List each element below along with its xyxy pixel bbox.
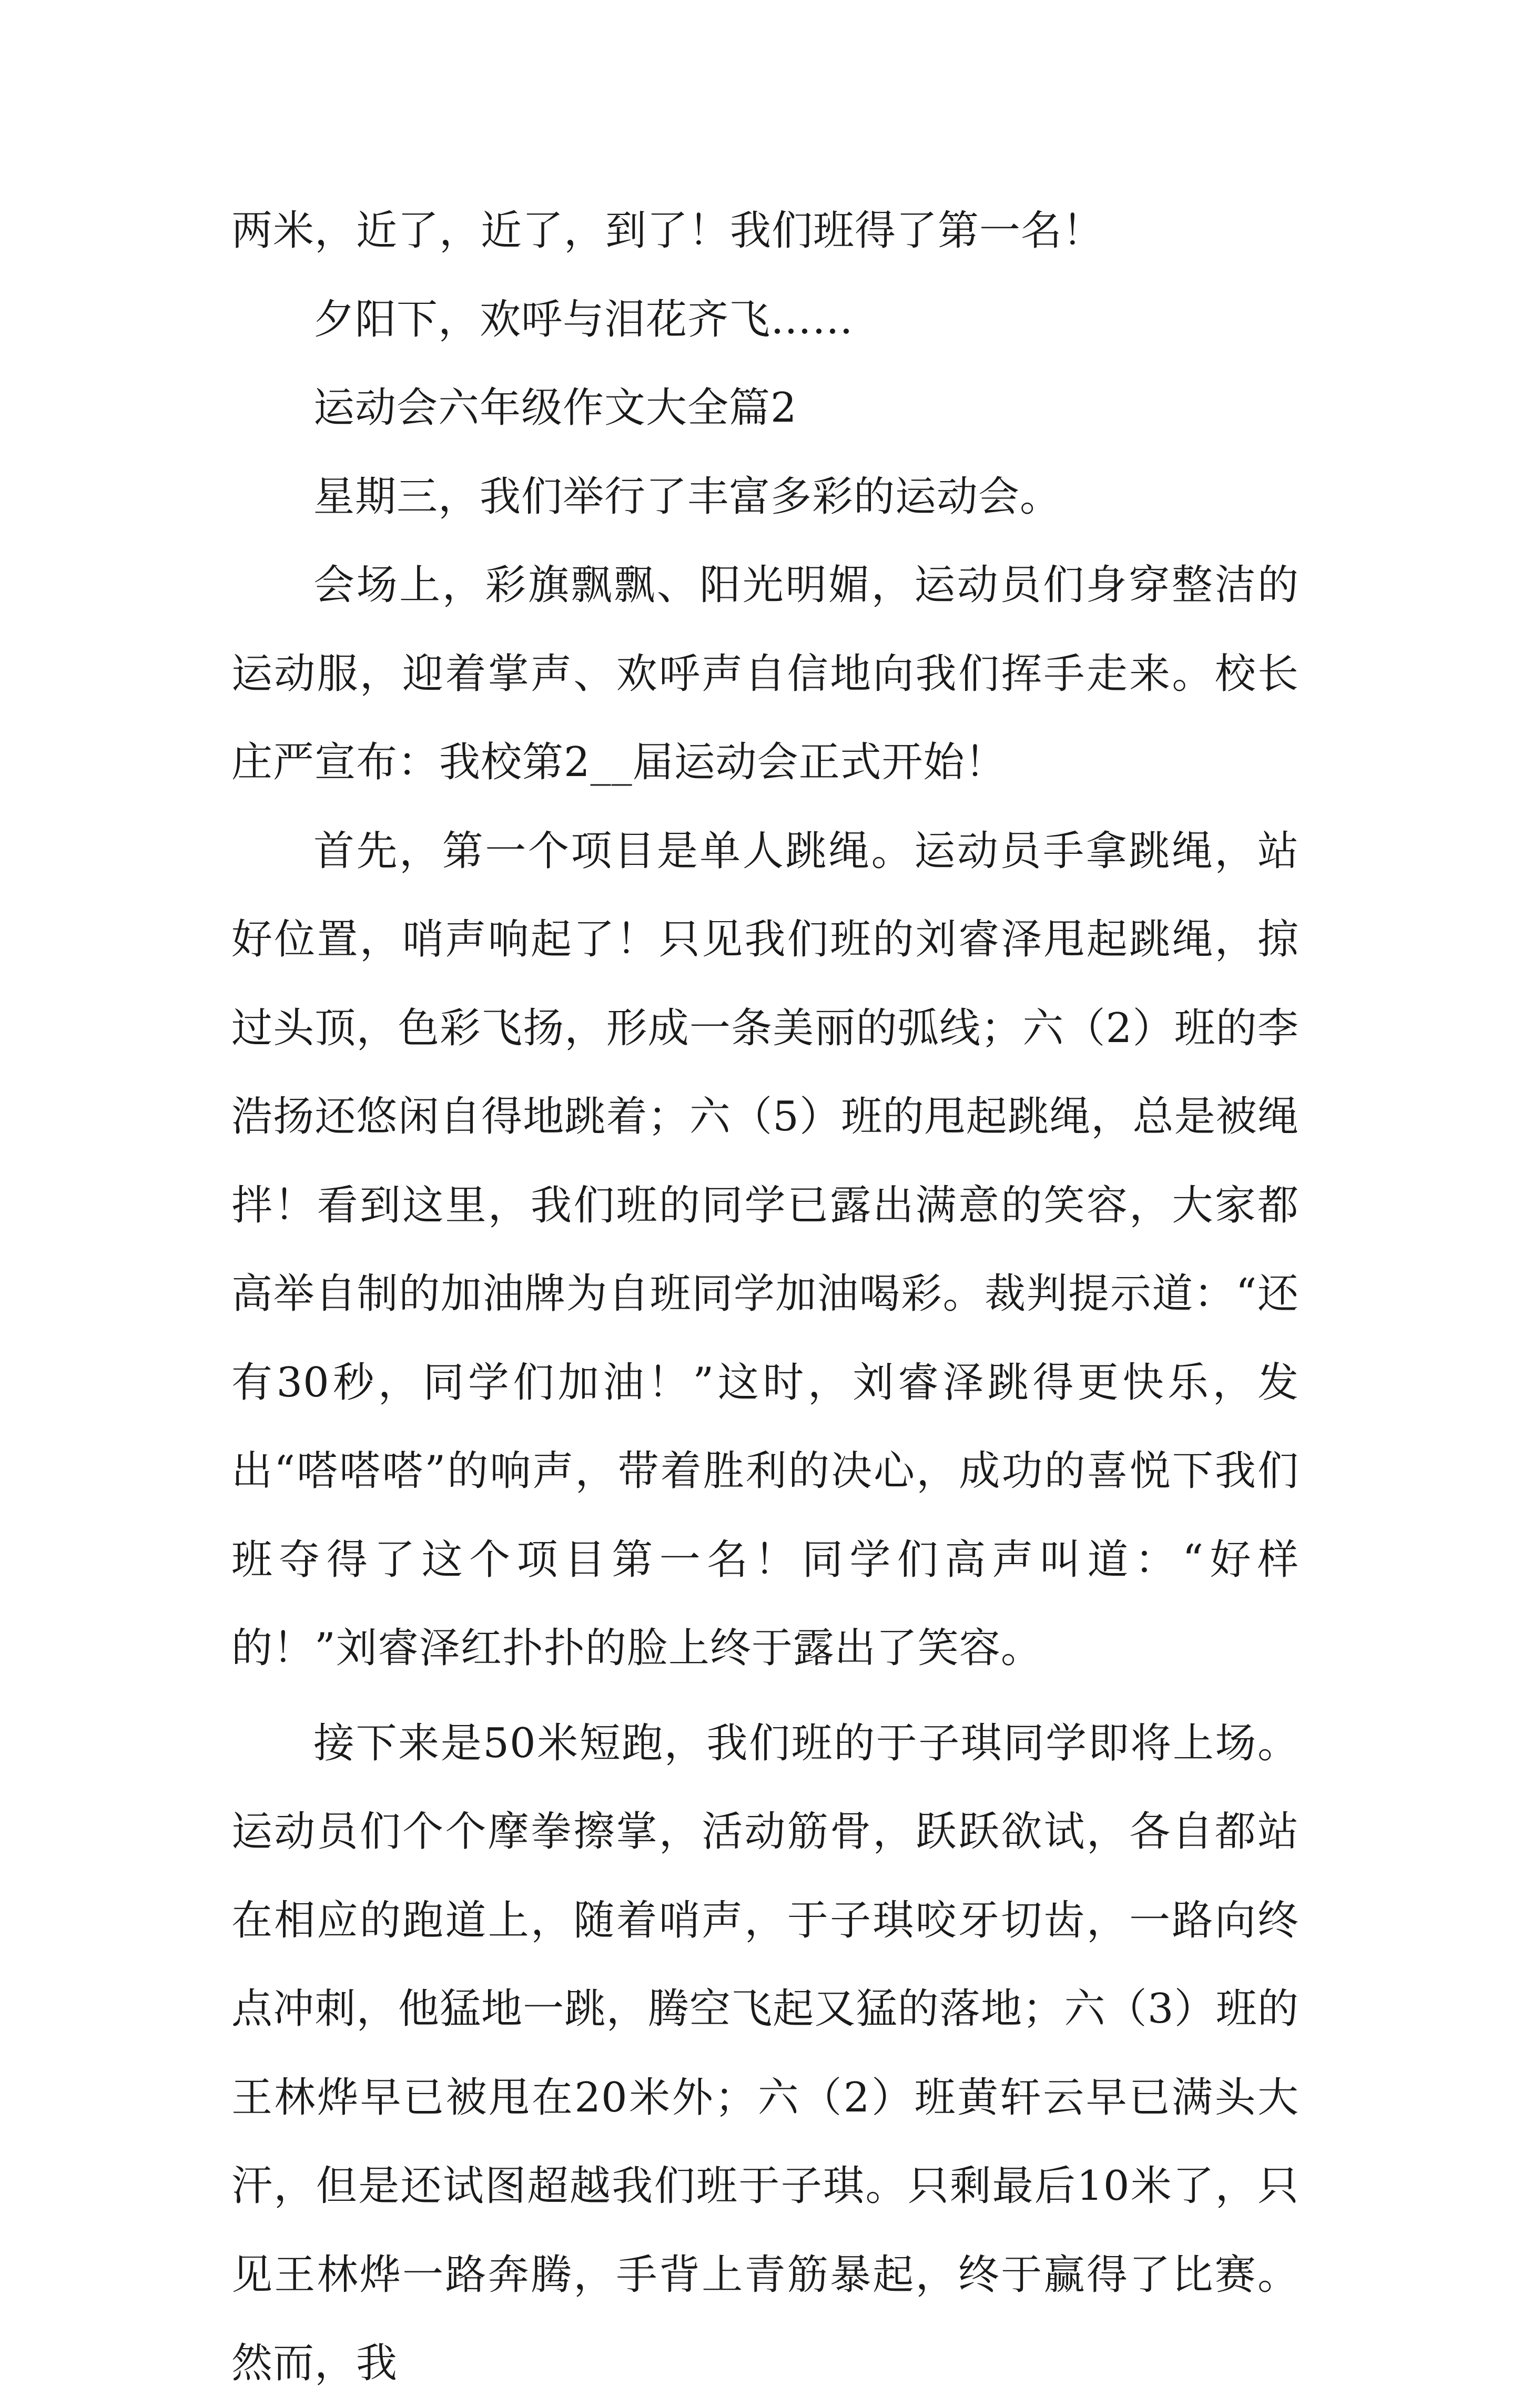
paragraph-sprint: 接下来是50米短跑，我们班的于子琪同学即将上场。运动员们个个摩拳擦掌，活动筋骨，跃跃欲试，各自都站在相应的跑道上，随着哨声，于子琪咬牙切齿，一路向终点冲刺，他猛地一跳，腾空飞起又猛的落地；六（3）班的王林烨早已被甩在20米外；六（2）班黄轩云早已满头大汗，但是还试图超越我们班于子琪。只剩最后10米了，只见王林烨一路奔腾，手背上青筋暴起，终于赢得了比赛。然而，我 [231,1719,1299,2387]
paragraph-jump-rope: 首先，第一个项目是单人跳绳。运动员手拿跳绳，站好位置，哨声响起了！只见我们班的刘睿泽甩起跳绳，掠过头顶，色彩飞扬，形成一条美丽的弧线；六（2）班的李浩扬还悠闲自得地跳着；六（5）班的甩起跳绳，总是被绳拌！看到这里，我们班的同学已露出满意的笑容，大家都高举自制的加油牌为自班同学加油喝彩。裁判提示道：“还有30秒，同学们加油！”这时，刘睿泽跳得更快乐，发出“嗒嗒嗒”的响声，带着胜利的决心，成功的喜悦下我们班夺得了这个项目第一名！同学们高声叫道：“好样的！”刘睿泽红扑扑的脸上终于露出了笑容。 [231,827,1299,1672]
document-body [231,187,1299,2408]
paragraph-sunset: 夕阳下，欢呼与泪花齐飞…… [313,295,854,343]
paragraph-opening-ceremony: 会场上，彩旗飘飘、阳光明媚，运动员们身穿整洁的运动服，迎着掌声、欢呼声自信地向我们挥手走来。校长庄严宣布：我校第2__届运动会正式开始！ [231,562,1299,786]
paragraph-intro: 星期三，我们举行了丰富多彩的运动会。 [313,473,1062,521]
paragraph-continuation: 两米，近了，近了，到了！我们班得了第一名！ [231,207,1104,254]
section-heading: 运动会六年级作文大全篇2 [313,384,797,432]
